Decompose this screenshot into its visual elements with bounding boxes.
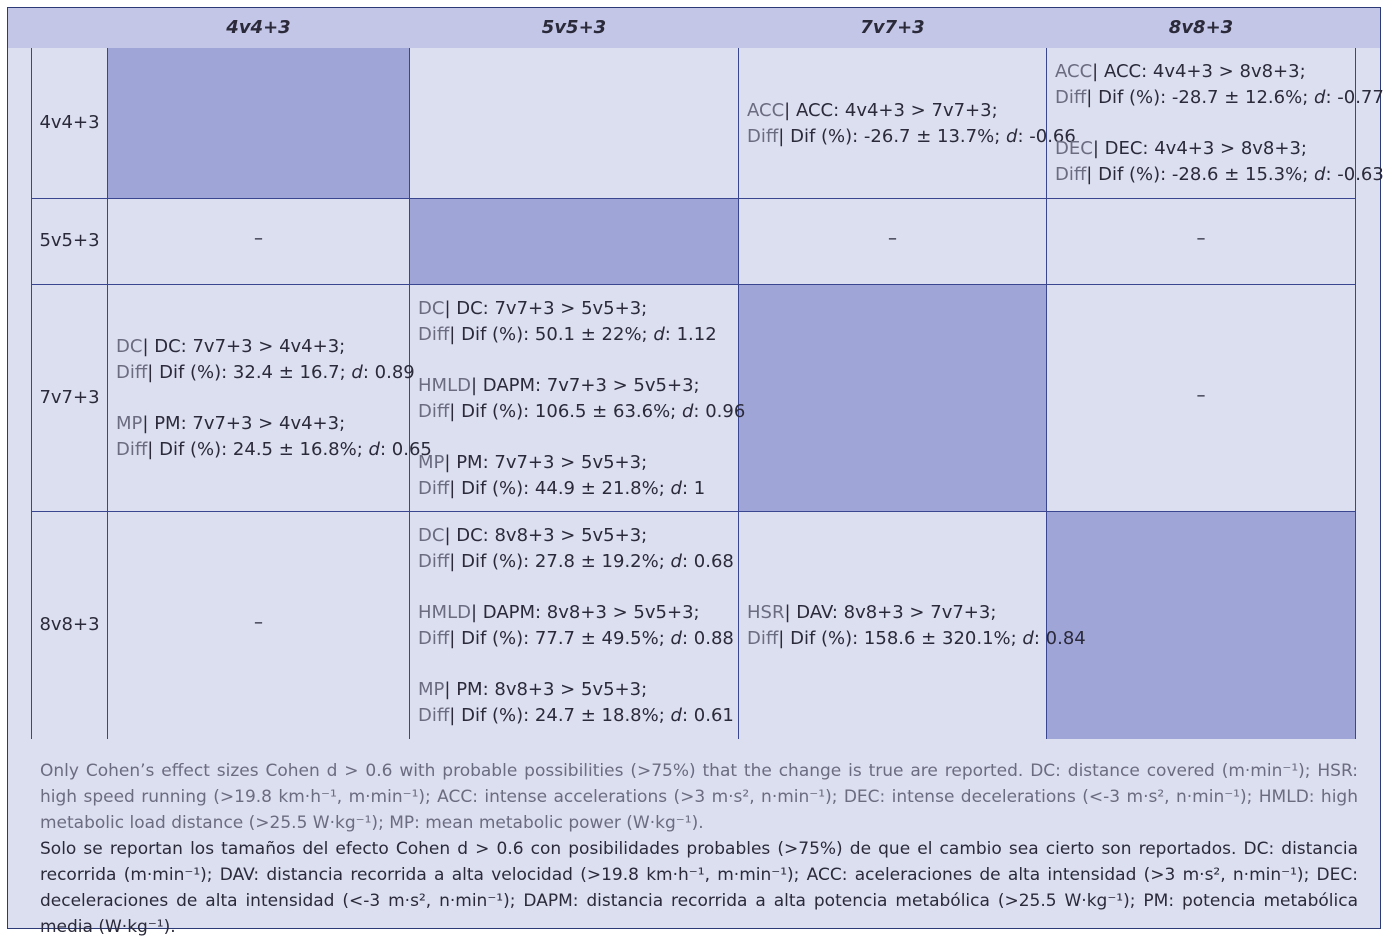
comparison-entry: DC| DC: 7v7+3 > 4v4+3; Diff| Dif (%): 32.4 ± 16.7; d: 0.89	[116, 336, 415, 383]
effect-size: -0.63	[1337, 164, 1384, 185]
diagonal-cell	[410, 199, 738, 284]
comparison-entry: ACC| ACC: 4v4+3 > 8v8+3; Diff| Dif (%): -28.7 ± 12.6%; d: -0.77	[1055, 61, 1384, 108]
effect-size: 1	[693, 478, 706, 499]
effect-size: 0.84	[1045, 628, 1086, 649]
metric-tag: HMLD	[418, 602, 471, 623]
comparison-label: PM: 8v8+3 > 5v5+3;	[456, 679, 648, 700]
diff-tag: Diff	[418, 705, 450, 726]
column-header: 8v8+3	[1168, 17, 1234, 38]
column-header: 7v7+3	[860, 17, 925, 38]
comparison-entry: HSR| DAV: 8v8+3 > 7v7+3; Diff| Dif (%): 158.6 ± 320.1%; d: 0.84	[747, 602, 1086, 649]
metric-tag: ACC	[1055, 61, 1093, 82]
comparison-label: PM: 7v7+3 > 4v4+3;	[154, 413, 346, 434]
comparison-label: DC: 8v8+3 > 5v5+3;	[456, 525, 648, 546]
comparison-entry: HMLD| DAPM: 7v7+3 > 5v5+3; Diff| Dif (%): 106.5 ± 63.6%; d: 0.96	[418, 375, 746, 422]
grid-line	[107, 48, 108, 739]
comparison-entry: HMLD| DAPM: 8v8+3 > 5v5+3; Diff| Dif (%): 77.7 ± 49.5%; d: 0.88	[418, 602, 734, 649]
grid-line	[31, 511, 1356, 512]
diff-tag: Diff	[418, 551, 450, 572]
diff-tag: Diff	[418, 401, 450, 422]
metric-tag: DEC	[1055, 138, 1093, 159]
comparison-entry: MP| PM: 7v7+3 > 4v4+3; Diff| Dif (%): 24.5 ± 16.8%; d: 0.65	[116, 413, 432, 460]
diff-value: Dif (%): -28.7 ± 12.6%;	[1098, 87, 1309, 108]
diff-tag: Diff	[418, 478, 450, 499]
diff-value: Dif (%): 50.1 ± 22%;	[461, 324, 648, 345]
footnote-english: Only Cohen’s effect sizes Cohen d > 0.6 with probable possibilities (>75%) that the change is true are reported. DC: distance covered (m·min⁻¹); HSR: high speed running (>19.8 km·h⁻¹, m·min⁻¹); ACC: intense accelerations (>3 m·s², n·min⁻¹); DEC: intense decelerations (<-3 m·s², n·min⁻¹); HMLD: high metabolic load distance (>25.5 W·kg⁻¹); MP: mean metabolic power (W·kg⁻¹).	[40, 761, 1358, 833]
diff-value: Dif (%): 32.4 ± 16.7;	[159, 362, 346, 383]
diagonal-cell	[739, 285, 1046, 511]
comparison-entry: ACC| ACC: 4v4+3 > 7v7+3; Diff| Dif (%): -26.7 ± 13.7%; d: -0.66	[747, 100, 1076, 147]
diff-tag: Diff	[1055, 87, 1087, 108]
metric-tag: MP	[418, 452, 445, 473]
grid-line	[31, 198, 1356, 199]
diff-value: Dif (%): 77.7 ± 49.5%;	[461, 628, 665, 649]
comparison-label: DAV: 8v8+3 > 7v7+3;	[796, 602, 997, 623]
row-header: 5v5+3	[39, 230, 100, 251]
metric-tag: HMLD	[418, 375, 471, 396]
effect-size: 0.88	[693, 628, 734, 649]
empty-cell-dash: –	[1196, 228, 1206, 249]
comparison-label: DAPM: 7v7+3 > 5v5+3;	[482, 375, 700, 396]
effect-size: -0.77	[1337, 87, 1384, 108]
diff-value: Dif (%): 27.8 ± 19.2%;	[461, 551, 665, 572]
column-header: 5v5+3	[541, 17, 607, 38]
column-header: 4v4+3	[226, 17, 291, 38]
empty-cell-dash: –	[1196, 385, 1206, 406]
effect-size: -0.66	[1029, 126, 1076, 147]
effect-size: 0.65	[391, 439, 432, 460]
diff-value: Dif (%): 158.6 ± 320.1%;	[790, 628, 1017, 649]
effect-size: 0.68	[693, 551, 734, 572]
diff-value: Dif (%): -26.7 ± 13.7%;	[790, 126, 1001, 147]
metric-tag: HSR	[747, 602, 785, 623]
comparison-label: PM: 7v7+3 > 5v5+3;	[456, 452, 648, 473]
comparison-label: DC: 7v7+3 > 5v5+3;	[456, 298, 648, 319]
empty-cell-dash: –	[254, 612, 263, 633]
diff-tag: Diff	[747, 628, 779, 649]
empty-cell-dash: –	[888, 228, 897, 249]
diff-value: Dif (%): -28.6 ± 15.3%;	[1098, 164, 1309, 185]
metric-tag: MP	[418, 679, 445, 700]
row-header: 7v7+3	[39, 387, 100, 408]
comparison-entry: DC| DC: 8v8+3 > 5v5+3; Diff| Dif (%): 27.8 ± 19.2%; d: 0.68	[418, 525, 734, 572]
comparison-entry: MP| PM: 8v8+3 > 5v5+3; Diff| Dif (%): 24.7 ± 18.8%; d: 0.61	[418, 679, 734, 726]
comparison-entry: DC| DC: 7v7+3 > 5v5+3; Diff| Dif (%): 50.1 ± 22%; d: 1.12	[418, 298, 717, 345]
diagonal-cell	[108, 48, 409, 198]
comparison-label: DC: 7v7+3 > 4v4+3;	[154, 336, 346, 357]
effect-size: 0.61	[693, 705, 734, 726]
row-header: 4v4+3	[39, 112, 100, 133]
diff-value: Dif (%): 106.5 ± 63.6%;	[461, 401, 677, 422]
metric-tag: ACC	[747, 100, 785, 121]
diff-value: Dif (%): 24.7 ± 18.8%;	[461, 705, 665, 726]
grid-line	[409, 48, 410, 739]
empty-cell-dash: –	[254, 228, 263, 249]
row-header: 8v8+3	[39, 614, 100, 635]
metric-tag: DC	[418, 298, 445, 319]
diff-tag: Diff	[1055, 164, 1087, 185]
comparison-label: ACC: 4v4+3 > 7v7+3;	[795, 100, 998, 121]
comparison-label: ACC: 4v4+3 > 8v8+3;	[1103, 61, 1306, 82]
diff-tag: Diff	[418, 628, 450, 649]
comparison-entry: MP| PM: 7v7+3 > 5v5+3; Diff| Dif (%): 44.9 ± 21.8%; d: 1	[418, 452, 706, 499]
diff-tag: Diff	[747, 126, 779, 147]
diff-tag: Diff	[418, 324, 450, 345]
effect-size: 0.96	[705, 401, 746, 422]
diff-tag: Diff	[116, 362, 148, 383]
effect-size: 1.12	[676, 324, 717, 345]
footnote-spanish: Solo se reportan los tamaños del efecto Cohen d > 0.6 con posibilidades probables (>75%) de que el cambio sea cierto son reportados. DC: distancia recorrida (m·min⁻¹); DAV: distancia recorrida a alta velocidad (>19.8 km·h⁻¹, m·min⁻¹); ACC: aceleraciones de alta intensidad (>3 m·s², n·min⁻¹); DEC: deceleraciones de alta intensidad (<-3 m·s², n·min⁻¹); DAPM: distancia recorrida a alta potencia metabólica (>25.5 W·kg⁻¹); PM: potencia metabólica media (W·kg⁻¹).	[40, 839, 1358, 937]
grid-line	[31, 284, 1356, 285]
diff-value: Dif (%): 44.9 ± 21.8%;	[461, 478, 665, 499]
comparison-label: DAPM: 8v8+3 > 5v5+3;	[482, 602, 700, 623]
metric-tag: DC	[418, 525, 445, 546]
metric-tag: MP	[116, 413, 143, 434]
effect-size: 0.89	[374, 362, 415, 383]
diff-tag: Diff	[116, 439, 148, 460]
comparison-label: DEC: 4v4+3 > 8v8+3;	[1104, 138, 1307, 159]
metric-tag: DC	[116, 336, 143, 357]
diagonal-cell	[1047, 512, 1355, 739]
comparison-entry: DEC| DEC: 4v4+3 > 8v8+3; Diff| Dif (%): -28.6 ± 15.3%; d: -0.63	[1055, 138, 1384, 185]
diff-value: Dif (%): 24.5 ± 16.8%;	[159, 439, 363, 460]
